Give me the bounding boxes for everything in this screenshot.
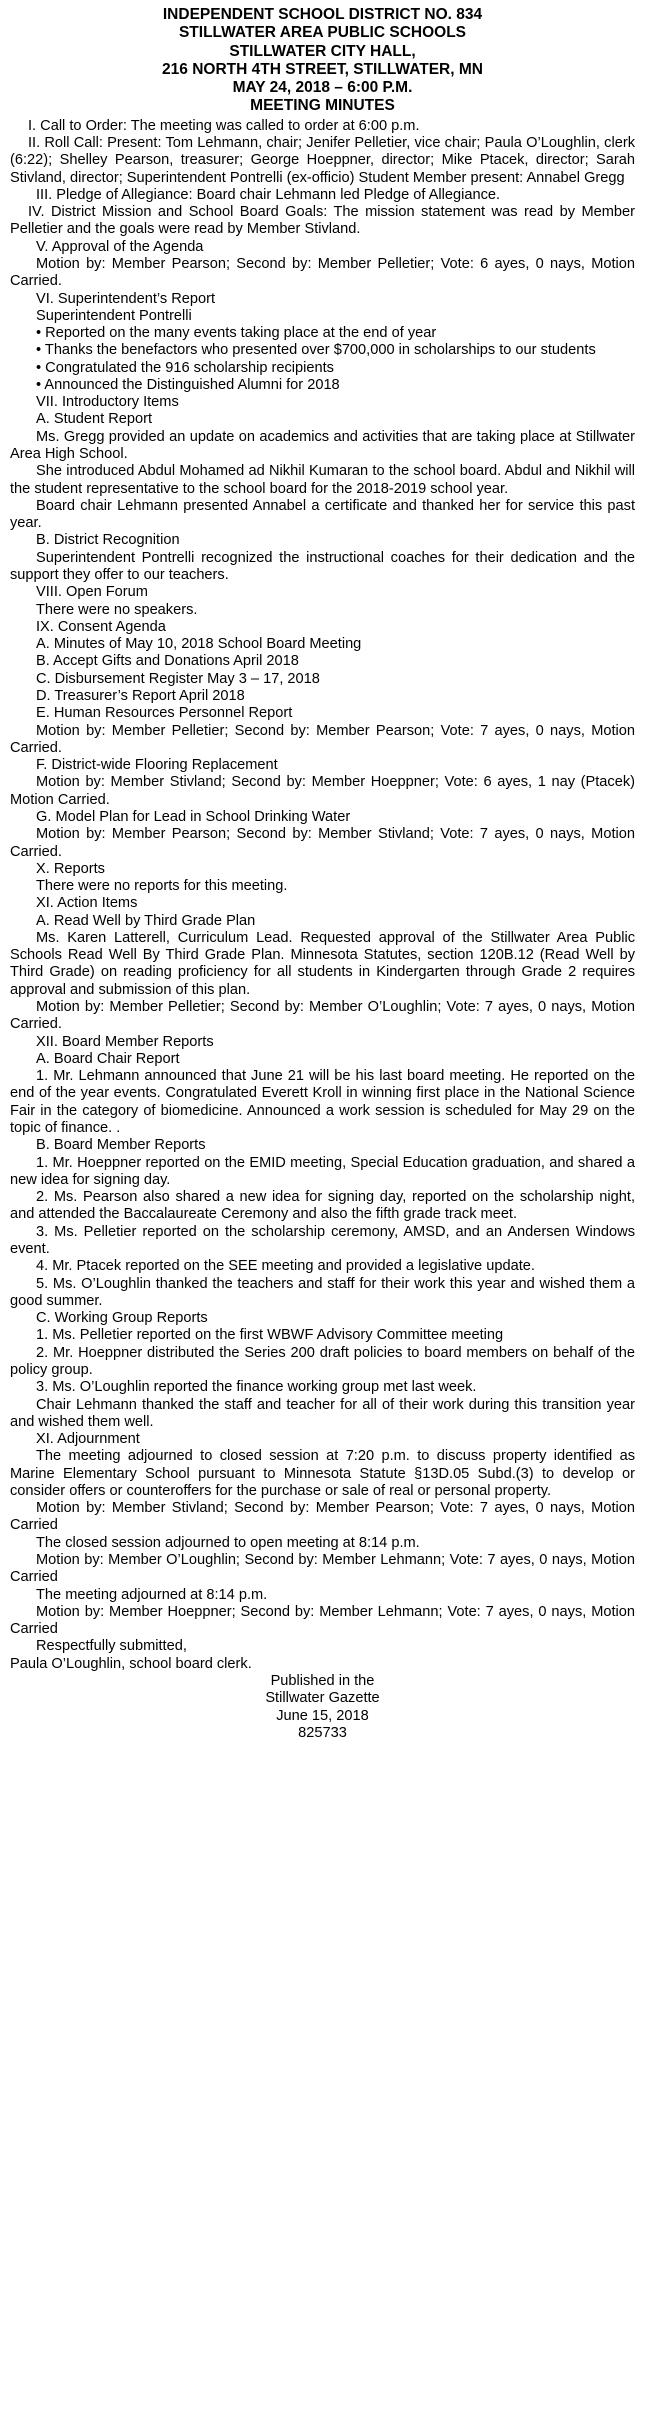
header-line-district: INDEPENDENT SCHOOL DISTRICT NO. 834 — [162, 6, 483, 23]
minutes-paragraph: 2. Ms. Pearson also shared a new idea for signing day, reported on the scholarship night, and attended the Baccalaureate Ceremony and also the fifth grade track meet. — [10, 1189, 635, 1223]
minutes-paragraph: Chair Lehmann thanked the staff and teacher for all of their work during this transition year and wished them well. — [10, 1396, 635, 1430]
minutes-paragraph: X. Reports — [36, 860, 105, 877]
minutes-paragraph: B. District Recognition — [36, 532, 180, 549]
minutes-paragraph: D. Treasurer’s Report April 2018 — [36, 687, 245, 704]
minutes-paragraph: 4. Mr. Ptacek reported on the SEE meeting and provided a legislative update. — [36, 1258, 535, 1275]
minutes-paragraph: • Announced the Distinguished Alumni for 2018 — [36, 376, 340, 393]
minutes-paragraph: C. Disbursement Register May 3 – 17, 2018 — [36, 670, 320, 687]
footer-notice-number: 825733 — [298, 1724, 347, 1741]
header-line-address: 216 NORTH 4TH STREET, STILLWATER, MN — [162, 60, 483, 78]
document-header — [10, 6, 635, 116]
minutes-paragraph: VII. Introductory Items — [36, 394, 179, 411]
minutes-paragraph: I. Call to Order: The meeting was called to order at 6:00 p.m. — [28, 117, 420, 134]
minutes-paragraph: 1. Mr. Lehmann announced that June 21 will be his last board meeting. He reported on the end of the year events. Congratulated Everett Kroll in winning first place in the National Science Fair in the category of biomedicine. Announced a work session is scheduled for May 29 on the topic of finance. . — [10, 1068, 635, 1136]
minutes-paragraph: Ms. Karen Latterell, Curriculum Lead. Requested approval of the Stillwater Area Public Schools Read Well By Third Grade Plan. Minnesota Statutes, section 120B.12 (Read Well by Third Grade) on reading proficiency for all students in Kindergarten through Grade 2 requires approval and submission of this plan. — [10, 929, 635, 998]
header-line-date: MAY 24, 2018 – 6:00 P.M. — [232, 79, 413, 97]
minutes-paragraph: 2. Mr. Hoeppner distributed the Series 200 draft policies to board members on behalf of the policy group. — [10, 1344, 635, 1378]
minutes-paragraph: 1. Mr. Hoeppner reported on the EMID meeting, Special Education graduation, and shared a new idea for signing day. — [10, 1154, 635, 1188]
minutes-paragraph: II. Roll Call: Present: Tom Lehmann, chair; Jenifer Pelletier, vice chair; Paula O’Loughlin, clerk (6:22); Shelley Pearson, treasurer; George Hoeppner, director; Mike Ptacek, director; Sarah Stivland, director; Superintendent Pontrelli (ex-officio) Student Member present: Annabel Gregg — [10, 134, 635, 186]
minutes-paragraph: A. Read Well by Third Grade Plan — [36, 912, 256, 929]
publication-footer — [10, 1673, 635, 1742]
signature-line: Paula O’Loughlin, school board clerk. — [10, 1655, 252, 1672]
minutes-paragraph: Motion by: Member Pelletier; Second by: Member O’Loughlin; Vote: 7 ayes, 0 nays, Motion Carried. — [10, 999, 635, 1033]
minutes-paragraph: 5. Ms. O’Loughlin thanked the teachers and staff for their work this year and wished them a good summer. — [10, 1275, 635, 1309]
minutes-paragraph: XI. Action Items — [36, 895, 138, 912]
minutes-paragraph: G. Model Plan for Lead in School Drinking Water — [36, 808, 351, 825]
minutes-paragraph: A. Student Report — [36, 411, 153, 428]
footer-publication-date: June 15, 2018 — [276, 1707, 369, 1724]
minutes-paragraph: • Congratulated the 916 scholarship recipients — [36, 359, 334, 376]
minutes-paragraph: Motion by: Member Pelletier; Second by: Member Pearson; Vote: 7 ayes, 0 nays, Motion Carried. — [10, 722, 635, 756]
minutes-paragraph: Superintendent Pontrelli — [36, 307, 192, 324]
minutes-paragraph: Motion by: Member Hoeppner; Second by: Member Lehmann; Vote: 7 ayes, 0 nays, Motion Carried — [10, 1603, 635, 1638]
minutes-paragraph: Ms. Gregg provided an update on academics and activities that are taking place at Stillwater Area High School. — [10, 428, 635, 463]
minutes-paragraph: V. Approval of the Agenda — [36, 238, 204, 255]
minutes-paragraph: III. Pledge of Allegiance: Board chair Lehmann led Pledge of Allegiance. — [36, 186, 501, 203]
minutes-paragraph: C. Working Group Reports — [36, 1310, 208, 1327]
minutes-paragraph: Motion by: Member Stivland; Second by: Member Hoeppner; Vote: 6 ayes, 1 nay (Ptacek) Motion Carried. — [10, 774, 635, 808]
minutes-paragraph: • Thanks the benefactors who presented over $700,000 in scholarships to our students — [36, 342, 596, 359]
minutes-paragraph: Board chair Lehmann presented Annabel a certificate and thanked her for service this past year. — [10, 497, 635, 532]
minutes-paragraph: She introduced Abdul Mohamed ad Nikhil Kumaran to the school board. Abdul and Nikhil will the student representative to the school board for the 2018-2019 school year. — [10, 463, 635, 497]
header-line-schools: STILLWATER AREA PUBLIC SCHOOLS — [178, 24, 467, 42]
minutes-paragraph: There were no speakers. — [36, 601, 198, 618]
minutes-paragraph: A. Board Chair Report — [36, 1050, 180, 1067]
minutes-paragraph: VIII. Open Forum — [36, 584, 148, 601]
minutes-paragraph: B. Board Member Reports — [36, 1137, 206, 1154]
minutes-paragraph: Superintendent Pontrelli recognized the instructional coaches for their dedication and the support they offer to our teachers. — [10, 549, 635, 583]
header-line-venue: STILLWATER CITY HALL, — [229, 42, 416, 60]
minutes-paragraph: F. District-wide Flooring Replacement — [36, 757, 278, 774]
minutes-paragraph: E. Human Resources Personnel Report — [36, 705, 293, 722]
minutes-paragraph: IV. District Mission and School Board Goals: The mission statement was read by Member Pelletier and the goals were read by Member Stivland. — [10, 204, 635, 238]
minutes-paragraph: Motion by: Member O’Loughlin; Second by: Member Lehmann; Vote: 7 ayes, 0 nays, Motion Carried — [10, 1552, 635, 1586]
minutes-paragraph: IX. Consent Agenda — [36, 618, 166, 635]
minutes-paragraph: 3. Ms. Pelletier reported on the scholarship ceremony, AMSD, and an Andersen Windows event. — [10, 1223, 635, 1257]
minutes-paragraph: XI. Adjournment — [36, 1431, 140, 1448]
footer-publication-name: Stillwater Gazette — [265, 1690, 380, 1707]
minutes-paragraph: Motion by: Member Pearson; Second by: Member Stivland; Vote: 7 ayes, 0 nays, Motion Carried. — [10, 826, 635, 860]
header-line-title: MEETING MINUTES — [250, 97, 395, 115]
minutes-paragraph: Motion by: Member Pearson; Second by: Member Pelletier; Vote: 6 ayes, 0 nays, Motion Carried. — [10, 255, 635, 290]
minutes-paragraph: A. Minutes of May 10, 2018 School Board Meeting — [36, 636, 362, 653]
minutes-paragraph: The closed session adjourned to open meeting at 8:14 p.m. — [36, 1534, 420, 1551]
minutes-body — [10, 118, 635, 1673]
minutes-paragraph: • Reported on the many events taking place at the end of year — [36, 325, 437, 342]
minutes-paragraph: The meeting adjourned to closed session at 7:20 p.m. to discuss property identified as Marine Elementary School pursuant to Minnesota Statute §13D.05 Subd.(3) to develop or consider offers or counteroffers for the purchase or sale of real or personal property. — [10, 1448, 635, 1499]
minutes-paragraph: There were no reports for this meeting. — [36, 878, 288, 895]
footer-published-in: Published in the — [270, 1673, 375, 1689]
minutes-paragraph: XII. Board Member Reports — [36, 1033, 214, 1050]
minutes-paragraph: Respectfully submitted, — [36, 1638, 187, 1655]
minutes-paragraph: Motion by: Member Stivland; Second by: Member Pearson; Vote: 7 ayes, 0 nays, Motion Carried — [10, 1500, 635, 1534]
minutes-paragraph: 3. Ms. O’Loughlin reported the finance working group met last week. — [36, 1379, 477, 1396]
minutes-paragraph: 1. Ms. Pelletier reported on the first WBWF Advisory Committee meeting — [36, 1327, 504, 1344]
minutes-paragraph: B. Accept Gifts and Donations April 2018 — [36, 653, 299, 670]
minutes-paragraph: The meeting adjourned at 8:14 p.m. — [36, 1586, 268, 1603]
minutes-paragraph: VI. Superintendent’s Report — [36, 290, 216, 307]
